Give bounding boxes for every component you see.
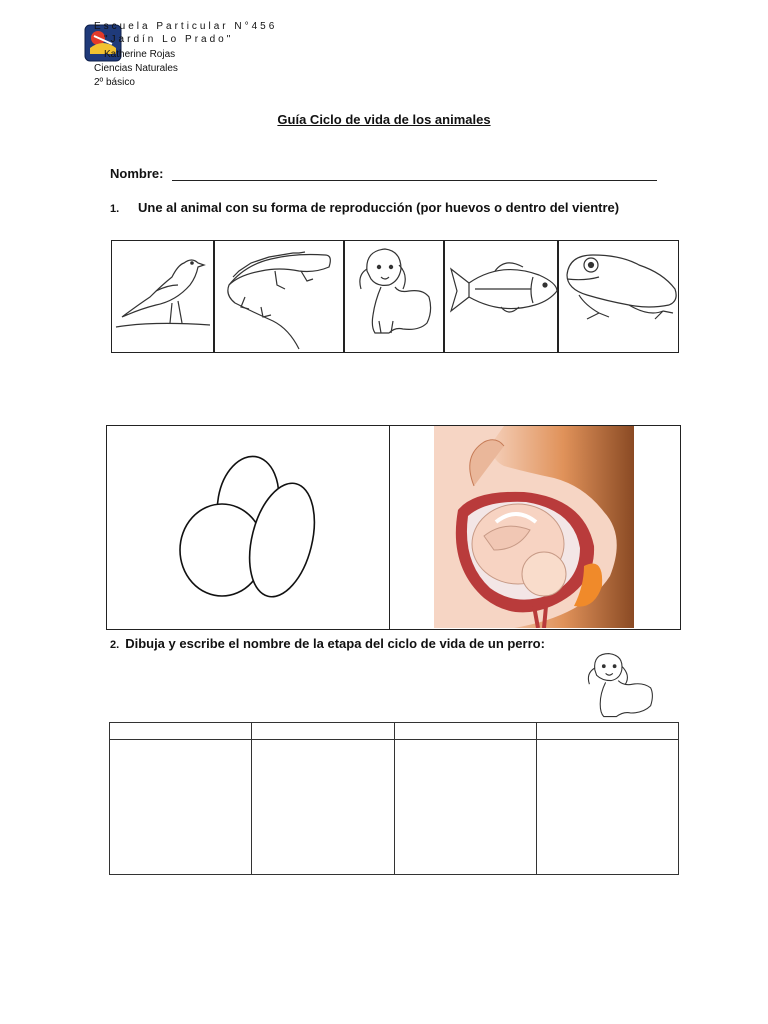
name-field[interactable] bbox=[172, 180, 657, 181]
stage-header-cell-2[interactable] bbox=[252, 723, 394, 740]
animal-bird[interactable] bbox=[111, 240, 214, 353]
page-title: Guía Ciclo de vida de los animales bbox=[277, 112, 491, 127]
grade-level: 2º básico bbox=[94, 77, 135, 88]
stage-header-cell-3[interactable] bbox=[394, 723, 536, 740]
animal-frog[interactable] bbox=[558, 240, 679, 353]
school-name: Escuela Particular N°456 bbox=[94, 21, 278, 32]
reproduction-divider bbox=[389, 425, 390, 630]
animal-dog[interactable] bbox=[344, 240, 444, 353]
school-name-line2: "Jardín Lo Prado" bbox=[104, 34, 234, 45]
question-2-number: 2. bbox=[110, 639, 120, 651]
iguana-icon bbox=[215, 241, 345, 354]
stage-drawing-cell-3[interactable] bbox=[394, 740, 536, 875]
subject-name: Ciencias Naturales bbox=[94, 63, 178, 74]
womb-icon[interactable] bbox=[434, 426, 634, 628]
stage-header-cell-1[interactable] bbox=[110, 723, 252, 740]
bird-icon bbox=[112, 241, 215, 354]
dog-icon-small bbox=[574, 650, 666, 722]
stage-header-cell-4[interactable] bbox=[536, 723, 678, 740]
stage-drawing-cell-4[interactable] bbox=[536, 740, 678, 875]
question-1 bbox=[110, 200, 619, 215]
animal-iguana[interactable] bbox=[214, 240, 344, 353]
question-2 bbox=[110, 634, 552, 655]
frog-icon bbox=[559, 241, 680, 354]
stage-drawing-cell-2[interactable] bbox=[252, 740, 394, 875]
teacher-name: Katherine Rojas bbox=[104, 49, 176, 60]
question-1-number: 1. bbox=[110, 203, 120, 215]
fish-icon bbox=[445, 241, 559, 354]
animal-fish[interactable] bbox=[444, 240, 558, 353]
eggs-icon[interactable] bbox=[170, 450, 320, 600]
dog-icon bbox=[345, 241, 445, 354]
question-2-text: Dibuja y escribe el nombre de la etapa del ciclo de vida de un perro: bbox=[125, 636, 545, 651]
stage-drawing-cell-1[interactable] bbox=[110, 740, 252, 875]
name-label: Nombre: bbox=[110, 166, 164, 181]
question-1-text: Une al animal con su forma de reproducción (por huevos o dentro del vientre) bbox=[138, 200, 620, 215]
life-cycle-stage-table bbox=[109, 722, 679, 875]
